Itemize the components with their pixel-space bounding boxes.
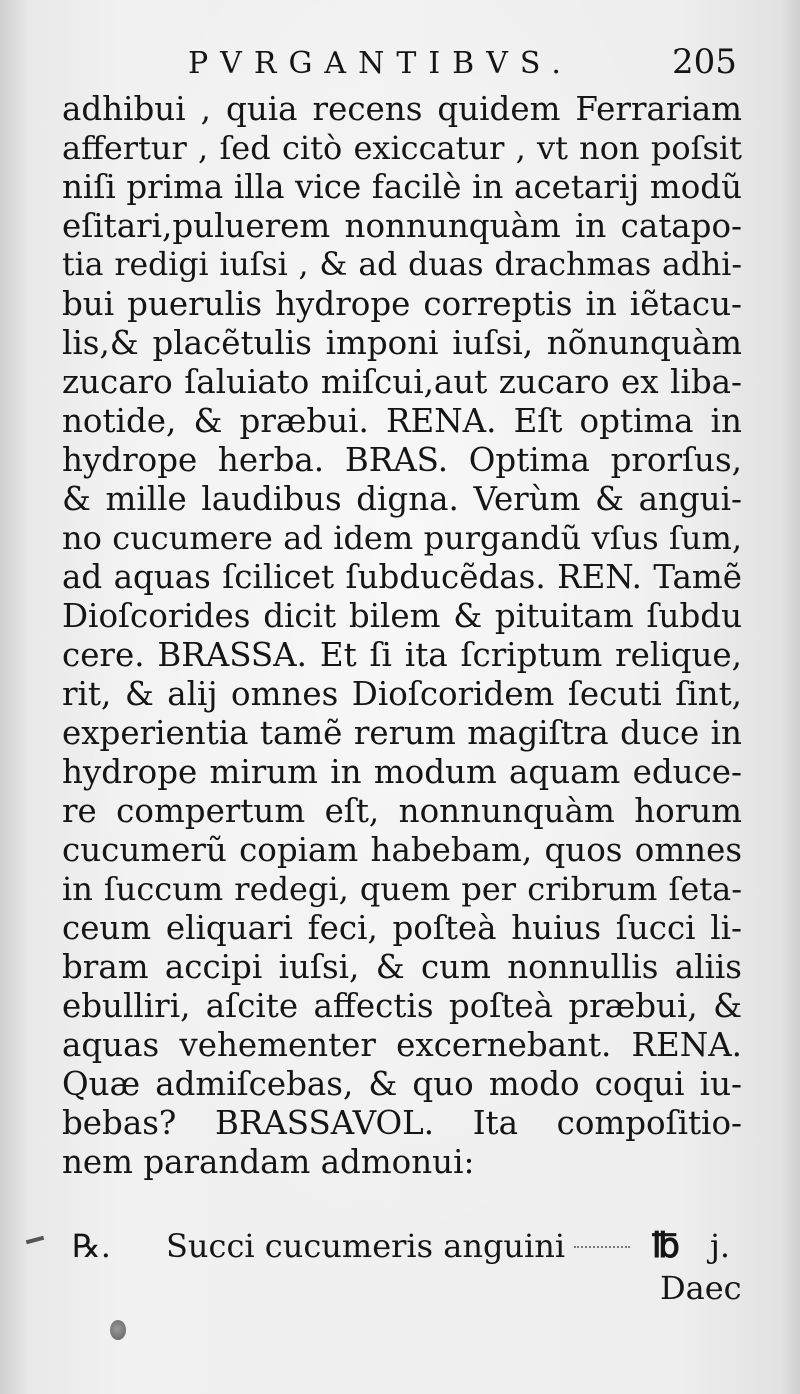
pound-symbol: ℔ <box>652 1226 680 1266</box>
body-text <box>62 90 742 1182</box>
text-line: bram accipi iuſsi, & cum nonnullis aliis <box>62 948 742 986</box>
recipe-quantity: j. <box>710 1227 731 1265</box>
text-line: hydrope mirum in modum aquam educe- <box>62 753 742 791</box>
margin-mark <box>26 1236 44 1245</box>
text-line: hydrope herba. BRAS. Optima prorſus, <box>62 441 742 479</box>
text-line: & mille laudibus digna. Verùm & angui- <box>62 480 742 518</box>
text-line: niſi prima illa vice facilè in acetarij modũ <box>62 168 742 206</box>
text-line: zucaro ſaluiato miſcui,aut zucaro ex liba- <box>62 363 742 401</box>
ink-spot <box>110 1320 126 1340</box>
text-line: ad aquas ſcilicet ſubducẽdas. REN. Tamẽ <box>62 558 742 596</box>
text-line: rit, & alij omnes Dioſcoridem ſecuti ſint, <box>62 675 742 713</box>
text-line: ceum eliquari feci, poſteà huius ſucci li- <box>62 909 742 947</box>
dotted-leader <box>574 1246 630 1248</box>
text-line: tia redigi iuſsi , & ad duas drachmas adhi- <box>62 247 742 283</box>
page-number: 205 <box>672 42 737 82</box>
catchword: Daec <box>660 1269 742 1307</box>
text-line: bui puerulis hydrope correptis in iẽtacu- <box>62 285 742 323</box>
text-line: eſitari,puluerem nonnunquàm in catapo- <box>62 207 742 245</box>
text-line: nem parandam admonui: <box>62 1143 475 1181</box>
recipe-symbol: ℞. <box>72 1227 111 1265</box>
text-line: bebas? BRASSAVOL. Ita compoſitio- <box>62 1104 742 1142</box>
text-line: cucumerũ copiam habebam, quos omnes <box>62 831 742 869</box>
page-header <box>0 40 800 90</box>
text-line: in ſuccum redegi, quem per cribrum ſeta- <box>62 870 742 908</box>
text-line: Quæ admiſcebas, & quo modo coqui iu- <box>62 1065 742 1103</box>
text-line: affertur , ſed citò exiccatur , vt non poſsit <box>62 129 742 167</box>
text-line: cere. BRASSA. Et ſi ita ſcriptum relique, <box>62 636 742 674</box>
text-line: aquas vehementer excernebant. RENA. <box>62 1026 742 1064</box>
recipe-line <box>62 1224 731 1268</box>
text-line: adhibui , quia recens quidem Ferrariam <box>62 90 742 128</box>
text-line: re compertum eſt, nonnunquàm horum <box>62 792 742 830</box>
running-title: PVRGANTIBVS. <box>188 46 573 81</box>
text-line: experientia tamẽ rerum magiſtra duce in <box>62 714 742 752</box>
text-line: notide, & præbui. RENA. Eſt optima in <box>62 402 742 440</box>
text-line: Dioſcorides dicit bilem & pituitam ſubdu <box>62 597 742 635</box>
text-line: ebulliri, aſcite affectis poſteà præbui, & <box>62 987 742 1025</box>
text-line: no cucumere ad idem purgandũ vſus ſum, <box>62 519 742 557</box>
recipe-ingredient: Succi cucumeris anguini <box>166 1227 566 1265</box>
text-line: lis,& placẽtulis imponi iuſsi, nõnunquàm <box>62 324 742 362</box>
